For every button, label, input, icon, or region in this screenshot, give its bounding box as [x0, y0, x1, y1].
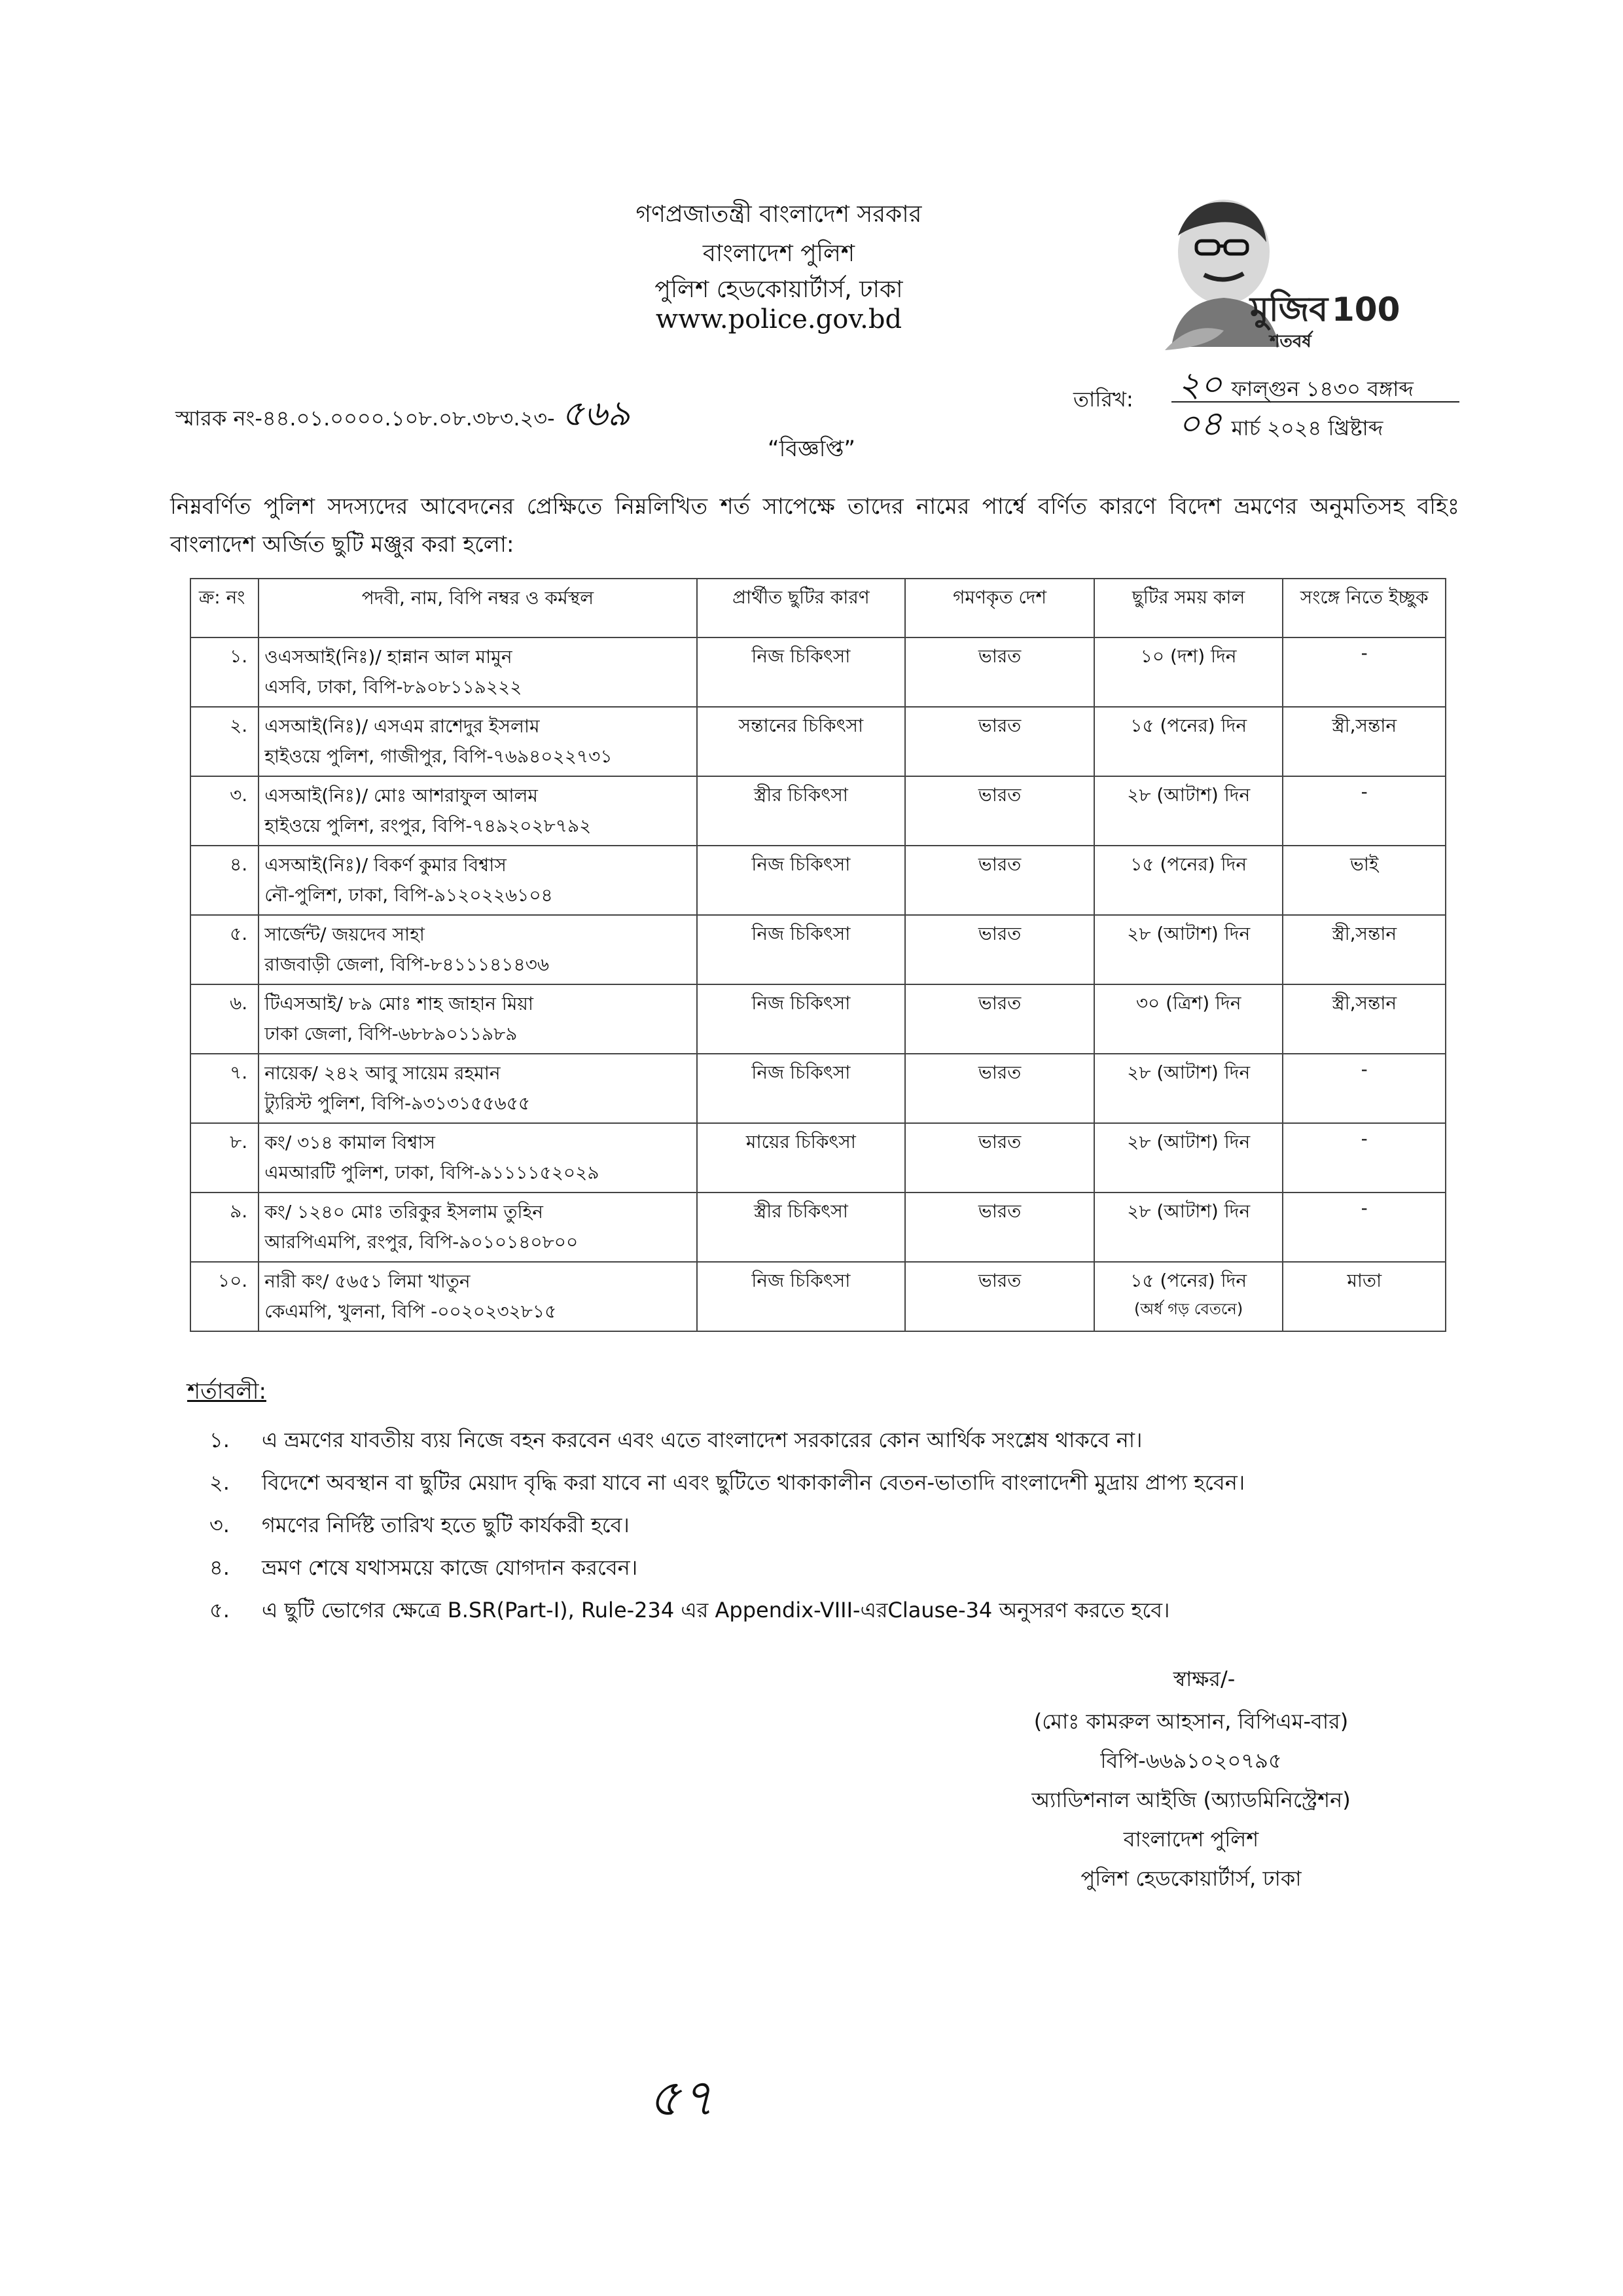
cell-sl: ২.: [190, 707, 259, 776]
cell-period-value: ২৮ (আটাশ) দিন: [1127, 784, 1251, 806]
cell-country: ভারত: [905, 707, 1094, 776]
cell-reason: নিজ চিকিৎসা: [697, 1054, 906, 1123]
cell-period: [1094, 1054, 1283, 1123]
cell-name: [259, 846, 696, 915]
date-bangla-rest: ফাল্গুন ১৪৩০ বঙ্গাব্দ: [1231, 376, 1414, 401]
cell-name-line2: হাইওয়ে পুলিশ, গাজীপুর, বিপি-৭৬৯৪০২২৭৩১: [264, 745, 613, 767]
cell-reason: স্ত্রীর চিকিৎসা: [697, 1193, 906, 1262]
cell-country: ভারত: [905, 1193, 1094, 1262]
mujib-centenary-logo: [1152, 190, 1400, 353]
header-name: পদবী, নাম, বিপি নম্বর ও কর্মস্থল: [259, 579, 696, 637]
cell-accompany: স্ত্রী,সন্তান: [1283, 707, 1446, 776]
cell-period: [1094, 1123, 1283, 1193]
cell-sl: ৩.: [190, 776, 259, 846]
condition-item: ১. এ ভ্রমণের যাবতীয় ব্যয় নিজে বহন করবেন এবং এতে বাংলাদেশ সরকারের কোন আর্থিক সংশ্লেষ থাকবে না।: [209, 1427, 1143, 1452]
condition-item: ৪. ভ্রমণ শেষে যথাসময়ে কাজে যোগদান করবেন।: [209, 1555, 638, 1580]
signature-bp: বিপি-৬৬৯১০২০৭৯৫: [1100, 1748, 1282, 1773]
cell-period: [1094, 1262, 1283, 1331]
table-row: [190, 776, 1446, 846]
date-english-rest: মার্চ ২০২৪ খ্রিষ্টাব্দ: [1231, 416, 1383, 440]
cell-period-value: ১৫ (পনের) দিন: [1130, 853, 1247, 875]
condition-item: ২. বিদেশে অবস্থান বা ছুটির মেয়াদ বৃদ্ধি করা যাবে না এবং ছুটিতে থাকাকালীন বেতন-ভাতাদি বাংলাদেশী মুদ্রায় প্রাপ্য হবেন।: [209, 1470, 1245, 1495]
cell-period: [1094, 846, 1283, 915]
cell-reason: স্ত্রীর চিকিৎসা: [697, 776, 906, 846]
signature-office: পুলিশ হেডকোয়ার্টার্স, ঢাকা: [1080, 1866, 1302, 1891]
cell-accompany: মাতা: [1283, 1262, 1446, 1331]
logo-subtext: শতবর্ষ: [1270, 332, 1311, 351]
table-row: [190, 707, 1446, 776]
header-period: ছুটির সময় কাল: [1094, 579, 1283, 637]
signature-org: বাংলাদেশ পুলিশ: [1123, 1827, 1259, 1852]
cell-sl: ৫.: [190, 915, 259, 984]
table-row: [190, 1262, 1446, 1331]
condition-item: ৫. এ ছুটি ভোগের ক্ষেত্রে B.SR(Part-I), Rule-234 এর Appendix-VIII-এরClause-34 অনুসরণ করতে হবে।: [209, 1598, 1170, 1623]
cell-name-line2: এমআরটি পুলিশ, ঢাকা, বিপি-৯১১১১৫২০২৯: [264, 1162, 599, 1183]
cell-reason: নিজ চিকিৎসা: [697, 984, 906, 1054]
table-row: [190, 1054, 1446, 1123]
table-row: [190, 1193, 1446, 1262]
cell-country: ভারত: [905, 776, 1094, 846]
condition-item: ৩. গমণের নির্দিষ্ট তারিখ হতে ছুটি কার্যকরী হবে।: [209, 1513, 630, 1537]
header-with: সংঙ্গে নিতে ইচ্ছুক: [1283, 579, 1446, 637]
cell-period: [1094, 637, 1283, 707]
header-sl: ক্র: নং: [190, 579, 259, 637]
cell-country: ভারত: [905, 1123, 1094, 1193]
cell-name-line2: ট্যুরিস্ট পুলিশ, বিপি-৯৩১৩১৫৫৬৫৫: [264, 1092, 531, 1114]
cell-reason: নিজ চিকিৎসা: [697, 915, 906, 984]
header-department: বাংলাদেশ পুলিশ: [702, 240, 855, 267]
cell-name-line2: এসবি, ঢাকা, বিপি-৮৯০৮১১৯২২২: [264, 676, 522, 698]
cell-period-value: ১০ (দশ) দিন: [1140, 645, 1237, 667]
notice-title: “বিজ্ঞপ্তি”: [767, 436, 856, 462]
cell-accompany: স্ত্রী,সন্তান: [1283, 984, 1446, 1054]
cell-period: [1094, 776, 1283, 846]
logo-text: মুজিব: [1250, 290, 1329, 329]
header-country: গমণকৃত দেশ: [905, 579, 1094, 637]
cell-sl: ৯.: [190, 1193, 259, 1262]
conditions-title: শর্তাবলী:: [187, 1378, 266, 1405]
signature-designation: অ্যাডিশনাল আইজি (অ্যাডমিনিস্ট্রেশন): [1031, 1787, 1351, 1812]
cell-period: [1094, 984, 1283, 1054]
cell-name: [259, 637, 696, 707]
table-row: [190, 915, 1446, 984]
cell-reason: নিজ চিকিৎসা: [697, 637, 906, 707]
cell-sl: ৭.: [190, 1054, 259, 1123]
cell-period: [1094, 1193, 1283, 1262]
cell-name: [259, 1123, 696, 1193]
cell-period-value: ১৫ (পনের) দিন: [1130, 715, 1247, 736]
cell-name-line2: আরপিএমপি, রংপুর, বিপি-৯০১০১৪০৮০০: [264, 1231, 579, 1253]
header-office: পুলিশ হেডকোয়ার্টার্স, ঢাকা: [654, 276, 903, 303]
cell-sl: ১.: [190, 637, 259, 707]
cell-accompany: -: [1283, 776, 1446, 846]
cell-accompany: -: [1283, 637, 1446, 707]
cell-name: [259, 707, 696, 776]
cell-sl: ৪.: [190, 846, 259, 915]
cell-country: ভারত: [905, 984, 1094, 1054]
cell-name-line2: হাইওয়ে পুলিশ, রংপুর, বিপি-৭৪৯২০২৮৭৯২: [264, 815, 592, 836]
memo-label: স্মারক নং-৪৪.০১.০০০০.১০৮.০৮.৩৮৩.২৩-: [175, 406, 555, 431]
cell-accompany: স্ত্রী,সন্তান: [1283, 915, 1446, 984]
cell-name-line2: রাজবাড়ী জেলা, বিপি-৮৪১১১৪১৪৩৬: [264, 954, 550, 975]
cell-name: [259, 1193, 696, 1262]
cell-name-line1: কং/ ১২৪০ মোঃ তরিকুর ইসলাম তুহিন: [264, 1201, 543, 1223]
date-block: [1073, 363, 1466, 442]
header-website[interactable]: www.police.gov.bd: [655, 304, 902, 334]
cell-country: ভারত: [905, 1262, 1094, 1331]
date-bangla-day: ২০: [1178, 365, 1222, 404]
leave-table: [190, 578, 1446, 1332]
cell-period: [1094, 707, 1283, 776]
signature-name: (মোঃ কামরুল আহসান, বিপিএম-বার): [1033, 1709, 1349, 1734]
table-row: [190, 846, 1446, 915]
cell-name-line1: এসআই(নিঃ)/ বিকর্ণ কুমার বিশ্বাস: [264, 854, 507, 876]
date-english-day: ০৪: [1178, 404, 1222, 444]
cell-name-line1: এসআই(নিঃ)/ এসএম রাশেদুর ইসলাম: [264, 715, 540, 737]
cell-reason: সন্তানের চিকিৎসা: [697, 707, 906, 776]
cell-name-line1: ওএসআই(নিঃ)/ হান্নান আল মামুন: [264, 646, 512, 668]
cell-period-value: ৩০ (ত্রিশ) দিন: [1135, 992, 1241, 1014]
cell-country: ভারত: [905, 915, 1094, 984]
cell-period-value: ১৫ (পনের) দিন: [1130, 1270, 1247, 1291]
cell-country: ভারত: [905, 846, 1094, 915]
cell-sl: ৬.: [190, 984, 259, 1054]
cell-name-line1: টিএসআই/ ৮৯ মোঃ শাহ জাহান মিয়া: [264, 993, 534, 1014]
cell-period-note: (অর্ধ গড় বেতনে): [1134, 1300, 1243, 1318]
table-row: [190, 637, 1446, 707]
logo-number: 100: [1332, 291, 1400, 329]
header-reason: প্রার্থীত ছুটির কারণ: [697, 579, 906, 637]
cell-period: [1094, 915, 1283, 984]
table-header-row: [190, 579, 1446, 637]
cell-reason: নিজ চিকিৎসা: [697, 1262, 906, 1331]
intro-paragraph: নিম্নবর্ণিত পুলিশ সদস্যদের আবেদনের প্রেক্ষিতে নিম্নলিখিত শর্ত সাপেক্ষে তাদের নামের পার্শ্বে বর্ণিত কারণে বিদেশ ভ্রমণের অনুমতিসহ বহিঃ বাংলাদেশ অর্জিত ছুটি মঞ্জুর করা হলো:: [170, 493, 1459, 558]
cell-accompany: ভাই: [1283, 846, 1446, 915]
cell-name: [259, 1054, 696, 1123]
cell-name: [259, 915, 696, 984]
cell-name-line1: নায়েক/ ২৪২ আবু সায়েম রহমান: [264, 1062, 501, 1084]
handwritten-page-mark: ৫৭: [648, 2069, 715, 2128]
cell-name-line1: নারী কং/ ৫৬৫১ লিমা খাতুন: [264, 1270, 471, 1292]
cell-country: ভারত: [905, 637, 1094, 707]
cell-name: [259, 776, 696, 846]
header-government: গণপ্রজাতন্ত্রী বাংলাদেশ সরকার: [635, 201, 922, 228]
cell-name-line1: কং/ ৩১৪ কামাল বিশ্বাস: [264, 1132, 435, 1153]
cell-name-line2: নৌ-পুলিশ, ঢাকা, বিপি-৯১২০২২৬১০৪: [264, 884, 553, 906]
cell-name-line2: কেএমপি, খুলনা, বিপি -০০২০২৩২৮১৫: [264, 1300, 557, 1322]
cell-sl: ১০.: [190, 1262, 259, 1331]
cell-accompany: -: [1283, 1054, 1446, 1123]
date-label: তারিখ:: [1073, 387, 1133, 412]
cell-name: [259, 1262, 696, 1331]
cell-accompany: -: [1283, 1193, 1446, 1262]
cell-period-value: ২৮ (আটাশ) দিন: [1127, 1131, 1251, 1153]
cell-country: ভারত: [905, 1054, 1094, 1123]
cell-period-value: ২৮ (আটাশ) দিন: [1127, 923, 1251, 944]
cell-accompany: -: [1283, 1123, 1446, 1193]
cell-reason: নিজ চিকিৎসা: [697, 846, 906, 915]
table-row: [190, 984, 1446, 1054]
cell-period-value: ২৮ (আটাশ) দিন: [1127, 1062, 1251, 1083]
signature-signed: স্বাক্ষর/-: [1173, 1666, 1236, 1691]
cell-name-line2: ঢাকা জেলা, বিপি-৬৮৮৯০১১৯৮৯: [264, 1023, 518, 1045]
table-row: [190, 1123, 1446, 1193]
cell-period-value: ২৮ (আটাশ) দিন: [1127, 1200, 1251, 1222]
cell-name: [259, 984, 696, 1054]
cell-name-line1: সার্জেন্ট/ জয়দেব সাহা: [264, 924, 425, 945]
cell-sl: ৮.: [190, 1123, 259, 1193]
cell-reason: মায়ের চিকিৎসা: [697, 1123, 906, 1193]
cell-name-line1: এসআই(নিঃ)/ মোঃ আশরাফুল আলম: [264, 785, 538, 806]
memo-handwritten-number: ৫৬৯: [561, 393, 630, 434]
